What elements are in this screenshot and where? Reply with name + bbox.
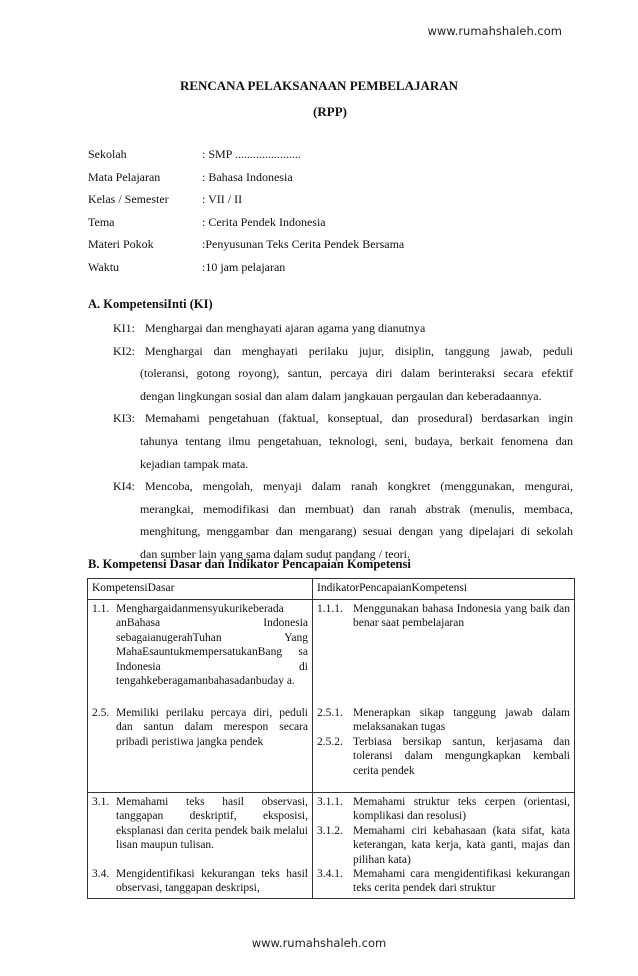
info-label: Mata Pelajaran xyxy=(88,169,161,184)
table-row xyxy=(88,793,575,899)
kd-number: 3.4. xyxy=(92,868,110,881)
ki-line: (toleransi, gotong royong), santun, percaya diri dalam berinteraksi secara efektif xyxy=(140,366,573,381)
indicator-text: Menerapkan sikap tanggung jawab dalam melaksanakan tugas xyxy=(353,707,570,734)
table-cell xyxy=(313,600,575,793)
ki-line: Menghargai dan menghayati perilaku jujur, disiplin, tanggung jawab, peduli xyxy=(145,343,573,358)
ki-line: kejadian tampak mata. xyxy=(140,456,249,471)
info-row xyxy=(88,215,404,238)
info-row xyxy=(88,237,404,260)
table-header-row xyxy=(88,579,575,600)
table-header-cell: KompetensiDasar xyxy=(88,579,313,600)
indicator-number: 3.1.2. xyxy=(317,824,343,837)
ki-item xyxy=(113,340,573,408)
ki-line: Mencoba, mengolah, menyaji dalam ranah kongkret (menggunakan, mengurai, xyxy=(145,479,573,494)
info-value: :Penyusunan Teks Cerita Pendek Bersama xyxy=(202,237,405,252)
kd-number: 2.5. xyxy=(92,707,110,719)
info-label: Sekolah xyxy=(88,147,127,161)
ki-line: menghitung, menggambar dan mengarang) sesuai dengan yang dipelajari di sekolah xyxy=(140,524,573,539)
site-header: www.rumahshaleh.com xyxy=(427,24,562,38)
indicator-text: Memahami struktur teks cerpen (orientasi, komplikasi dan resolusi) xyxy=(353,796,570,823)
site-footer: www.rumahshaleh.com xyxy=(251,936,387,950)
table-header-cell: IndikatorPencapaianKompetensi xyxy=(313,579,575,600)
ki-line: tahunya tentang ilmu pengetahuan, teknologi, seni, budaya, berkait fenomena dan xyxy=(140,433,573,448)
ki-line: dengan lingkungan sosial dan alam dalam jangkauan pergaulan dan keberadaannya. xyxy=(140,388,542,403)
indicator-number: 3.1.1. xyxy=(317,796,343,809)
indicator-number: 2.5.2. xyxy=(317,735,343,748)
kd-number: 1.1. xyxy=(92,603,110,615)
ki-code: KI1: xyxy=(113,321,135,335)
info-value: : SMP ...................... xyxy=(202,147,301,161)
info-row xyxy=(88,192,404,215)
ki-item xyxy=(113,317,573,340)
info-label: Materi Pokok xyxy=(88,237,154,252)
table-cell xyxy=(88,793,313,899)
info-value: : VII / II xyxy=(202,192,243,207)
ki-line: merangkai, memodifikasi dan membuat) dan ranah abstrak (menulis, membaca, xyxy=(140,501,573,516)
kd-text: Menghargaidanmensyukurikeberada anBahasa Indonesia sebagaianugerahTuhan Yang MahaEsauntukmempersatukanBang sa Indonesia di tengahkeberagamanbahasadanbuday a. xyxy=(116,603,308,688)
info-row xyxy=(88,147,404,170)
ki-list xyxy=(113,317,573,566)
indicator-number: 1.1.1. xyxy=(317,603,343,615)
kd-number: 3.1. xyxy=(92,796,110,809)
info-row xyxy=(88,260,404,283)
ki-line: dan sumber lain yang sama dalam sudut pandang / teori. xyxy=(140,546,410,561)
section-b-heading: B. Kompetensi Dasar dan Indikator Pencapaian Kompetensi xyxy=(88,557,411,571)
ki-item xyxy=(113,475,573,565)
section-a-heading: A. KompetensiInti (KI) xyxy=(88,297,213,311)
identity-block xyxy=(88,147,404,283)
document-subtitle: (RPP) xyxy=(313,104,347,119)
indicator-number: 2.5.1. xyxy=(317,707,343,719)
ki-code: KI4: xyxy=(113,479,135,494)
indicator-text: Memahami ciri kebahasaan (kata sifat, kata keterangan, kata kerja, kata ganti, majas dan pilihan kata) xyxy=(353,824,570,866)
indicator-number: 3.4.1. xyxy=(317,868,343,881)
info-value: :10 jam pelajaran xyxy=(202,259,286,274)
table-row xyxy=(88,600,575,793)
kd-text: Memahami teks hasil observasi, tanggapan deskriptif, eksposisi, eksplanasi dan cerita pendek baik melalui lisan maupun tulisan. xyxy=(116,796,308,852)
table-cell xyxy=(313,793,575,899)
info-row xyxy=(88,170,404,193)
kd-text: Memiliki perilaku percaya diri, peduli dan santun dalam merespon secara pribadi peristiwa jangka pendek xyxy=(116,707,308,748)
document-title: RENCANA PELAKSANAAN PEMBELAJARAN xyxy=(179,78,459,93)
ki-item xyxy=(113,407,573,475)
info-value: : Bahasa Indonesia xyxy=(202,169,293,184)
indicator-text: Menggunakan bahasa Indonesia yang baik dan benar saat pembelajaran xyxy=(353,603,570,630)
ki-line: Menghargai dan menghayati ajaran agama yang dianutnya xyxy=(145,321,426,335)
info-label: Tema xyxy=(88,214,115,229)
ki-line: Memahami pengetahuan (faktual, konseptual, dan prosedural) berdasarkan ingin xyxy=(145,411,573,426)
ki-code: KI3: xyxy=(113,411,135,426)
info-label: Waktu xyxy=(88,259,120,274)
table-cell xyxy=(88,600,313,793)
info-value: : Cerita Pendek Indonesia xyxy=(202,214,326,229)
kd-text: Mengidentifikasi kekurangan teks hasil observasi, tanggapan deskripsi, xyxy=(116,868,308,895)
ki-code: KI2: xyxy=(113,343,135,358)
indicator-text: Terbiasa bersikap santun, kerjasama dan toleransi dalam mengungkapkan kembali cerita pendek xyxy=(353,735,570,777)
competency-table xyxy=(87,578,575,899)
indicator-text: Memahami cara mengidentifikasi kekurangan teks cerita pendek dari struktur xyxy=(353,868,570,895)
info-label: Kelas / Semester xyxy=(88,192,169,207)
